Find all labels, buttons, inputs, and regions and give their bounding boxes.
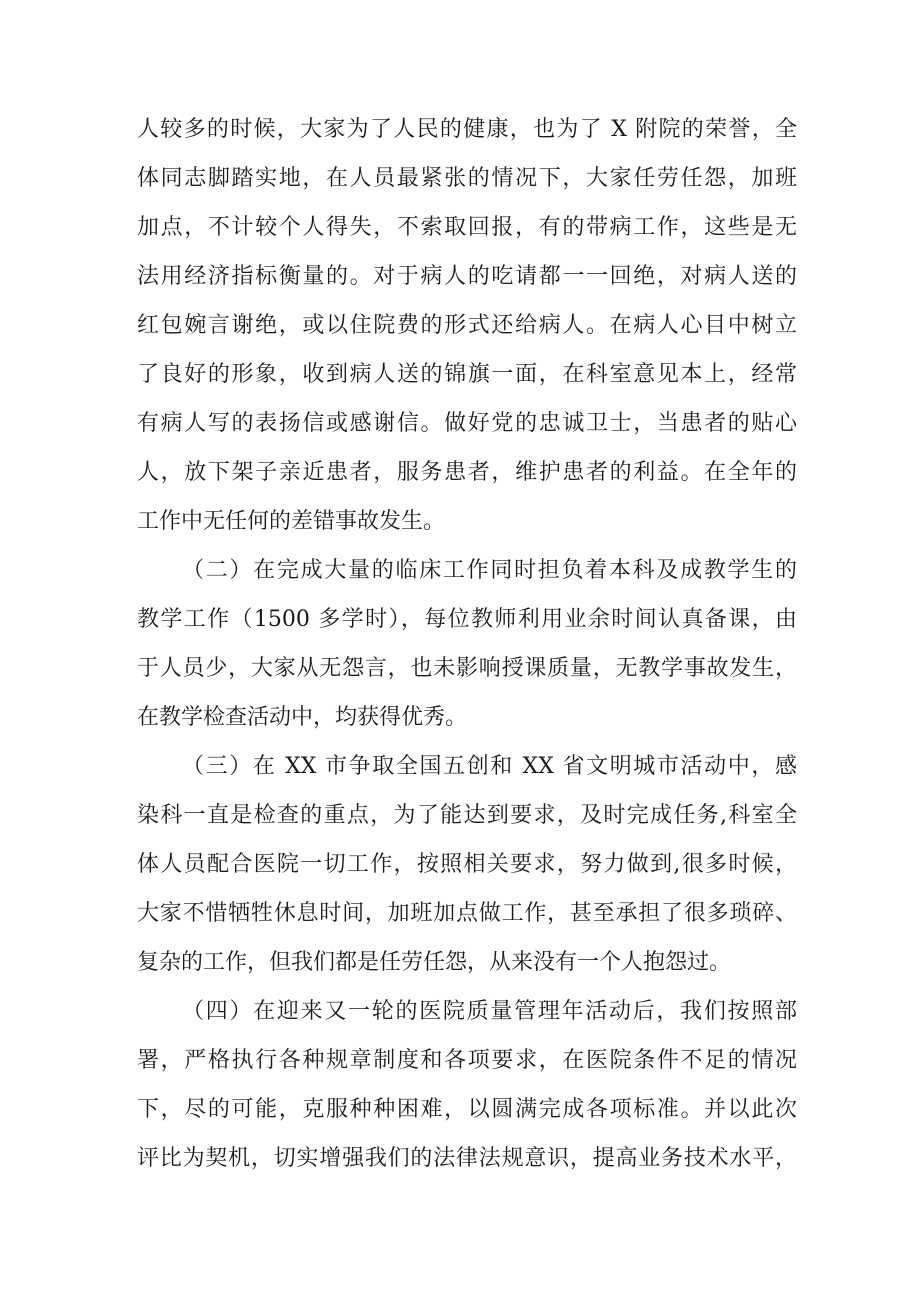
text-line: 加点，不计较个人得失，不索取回报，有的带病工作，这些是无 (137, 215, 797, 240)
text-line: 体同志脚踏实地，在人员最紧张的情况下，大家任劳任怨，加班 (137, 166, 797, 191)
text-line: 法用经济指标衡量的。对于病人的吃请都一一回绝，对病人送的 (137, 264, 797, 289)
text-line: 红包婉言谢绝，或以住院费的形式还给病人。在病人心目中树立 (137, 313, 797, 338)
text-line: 教学工作（1500 多学时），每位教师利用业余时间认真备课，由 (137, 607, 797, 632)
text-line: 了良好的形象，收到病人送的锦旗一面，在科室意见本上，经常 (137, 362, 797, 387)
text-line: 人较多的时候，大家为了人民的健康，也为了 X 附院的荣誉，全 (137, 117, 797, 142)
text-line: 于人员少，大家从无怨言，也未影响授课质量，无教学事故发生， (137, 656, 797, 681)
text-line: 体人员配合医院一切工作，按照相关要求，努力做到,很多时候， (137, 852, 797, 877)
text-line: （四）在迎来又一轮的医院质量管理年活动后，我们按照部 (182, 999, 797, 1024)
text-line: （二）在完成大量的临床工作同时担负着本科及成教学生的 (182, 558, 797, 583)
text-line: 评比为契机，切实增强我们的法律法规意识，提高业务技术水平， (137, 1146, 797, 1171)
text-line: 人，放下架子亲近患者，服务患者，维护患者的利益。在全年的 (137, 460, 797, 485)
text-line: 署，严格执行各种规章制度和各项要求，在医院条件不足的情况 (137, 1048, 797, 1073)
text-line: 下，尽的可能，克服种种困难，以圆满完成各项标准。并以此次 (137, 1097, 797, 1122)
text-line: 工作中无任何的差错事故发生。 (137, 509, 446, 534)
text-line: 有病人写的表扬信或感谢信。做好党的忠诚卫士，当患者的贴心 (137, 411, 797, 436)
text-line: 复杂的工作，但我们都是任劳任怨，从来没有一个人抱怨过。 (137, 950, 732, 975)
text-line: （三）在 XX 市争取全国五创和 XX 省文明城市活动中，感 (182, 754, 797, 779)
text-line: 大家不惜牺牲休息时间，加班加点做工作，甚至承担了很多琐碎、 (137, 901, 797, 926)
text-line: 在教学检查活动中，均获得优秀。 (137, 705, 468, 730)
text-line: 染科一直是检查的重点，为了能达到要求，及时完成任务,科室全 (137, 803, 797, 828)
